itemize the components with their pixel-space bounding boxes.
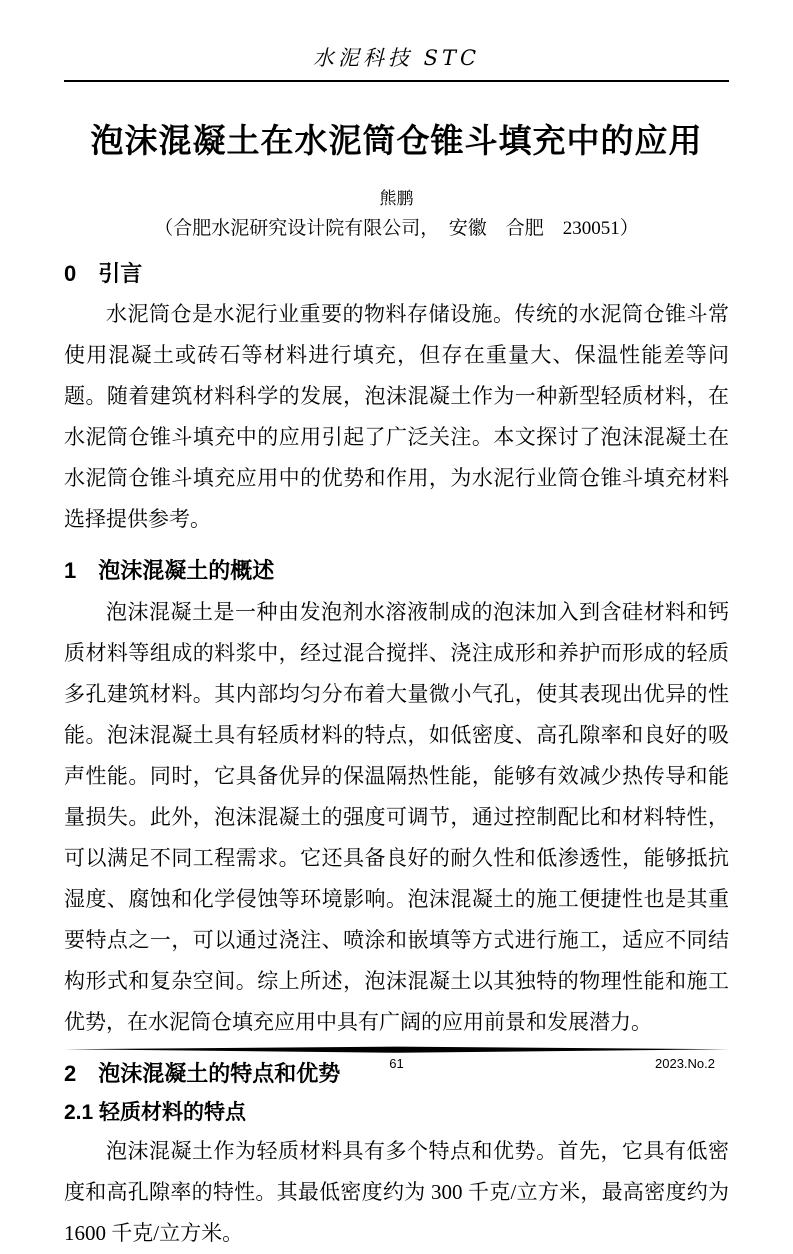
journal-header-title: 水泥科技 STC [312, 46, 481, 70]
subsection-heading-2-1-lightweight: 2.1 轻质材料的特点 [64, 1100, 247, 1124]
issue-label: 2023.No.2 [655, 1056, 715, 1071]
author-affiliation: （合肥水泥研究设计院有限公司， 安徽 合肥 230051） [154, 218, 639, 240]
section-heading-2-features: 2 泡沫混凝土的特点和优势 [64, 1061, 341, 1087]
section-heading-0-introduction: 0 引言 [64, 260, 143, 286]
paragraph-introduction: 水泥筒仓是水泥行业重要的物料存储设施。传统的水泥筒仓锥斗常使用混凝土或砖石等材料进行填充，但存在重量大、保温性能差等问题。随着建筑材料科学的发展，泡沫混凝土作为一种新型轻质材料，在水泥筒仓锥斗填充中的应用引起了广泛关注。本文探讨了泡沫混凝土在水泥筒仓锥斗填充应用中的优势和作用，为水泥行业筒仓锥斗填充材料选择提供参考。 [64, 302, 729, 532]
header-rule [64, 80, 729, 82]
footer [64, 1056, 729, 1076]
footer-rule [64, 1046, 729, 1054]
section-heading-1-overview: 1 泡沫混凝土的概述 [64, 558, 275, 584]
paragraph-lightweight-features: 泡沫混凝土作为轻质材料具有多个特点和优势。首先，它具有低密度和高孔隙率的特性。其最低密度约为 300 千克/立方米，最高密度约为 1600 千克/立方米。 [64, 1139, 729, 1246]
author-name: 熊鹏 [379, 189, 414, 209]
page-number: 61 [389, 1056, 404, 1071]
paragraph-overview: 泡沫混凝土是一种由发泡剂水溶液制成的泡沫加入到含硅材料和钙质材料等组成的料浆中，经过混合搅拌、浇注成形和养护而形成的轻质多孔建筑材料。其内部均匀分布着大量微小气孔，使其表现出优异的性能。泡沫混凝土具有轻质材料的特点，如低密度、高孔隙率和良好的吸声性能。同时，它具备优异的保温隔热性能，能够有效减少热传导和能量损失。此外，泡沫混凝土的强度可调节，通过控制配比和材料特性，可以满足不同工程需求。它还具备良好的耐久性和低渗透性，能够抵抗湿度、腐蚀和化学侵蚀等环境影响。泡沫混凝土的施工便捷性也是其重要特点之一，可以通过浇注、喷涂和嵌填等方式进行施工，适应不同结构形式和复杂空间。综上所述，泡沫混凝土以其独特的物理性能和施工优势，在水泥筒仓填充应用中具有广阔的应用前景和发展潜力。 [64, 600, 729, 1035]
article-title: 泡沫混凝土在水泥筒仓锥斗填充中的应用 [90, 122, 703, 160]
